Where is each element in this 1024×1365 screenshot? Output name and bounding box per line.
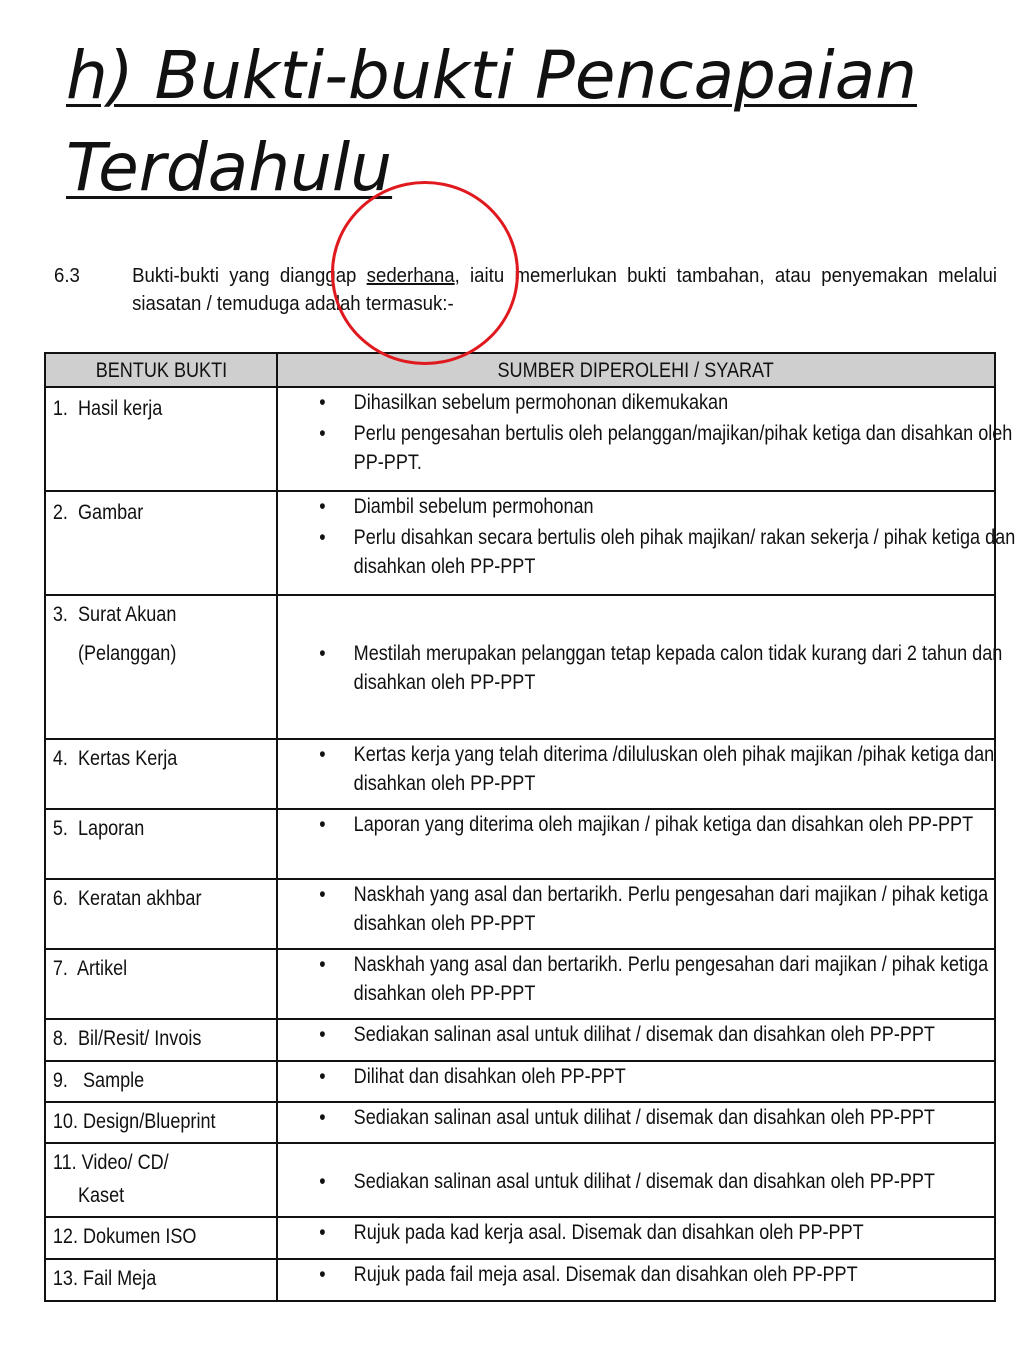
table-row <box>45 387 995 491</box>
bullet-icon: • <box>319 1263 326 1286</box>
evidence-source-cell <box>277 1217 995 1259</box>
evidence-form-label: 9. Sample <box>52 1069 145 1092</box>
requirement-item <box>278 1103 1016 1132</box>
evidence-source-cell <box>277 1143 995 1217</box>
bullet-icon: • <box>319 743 326 766</box>
section-number: 6.3 <box>54 265 80 287</box>
evidence-source-cell <box>277 879 995 949</box>
bullet-icon: • <box>319 813 326 836</box>
bullet-icon: • <box>319 642 326 665</box>
table-row <box>45 1259 995 1301</box>
table-row <box>45 809 995 879</box>
evidence-form-cell <box>45 739 277 809</box>
evidence-form-cell <box>45 1143 277 1217</box>
evidence-form-label: 11. Video/ CD/ <box>52 1151 169 1174</box>
intro-text-after: , iaitu memerlukan bukti tambahan, atau penyemakan melalui siasatan / temuduga adalah termasuk:- <box>132 265 998 315</box>
requirement-text: Mestilah merupakan pelanggan tetap kepada calon tidak kurang dari 2 tahun dan disahkan oleh PP-PPT <box>353 642 1003 694</box>
evidence-form-label: 7. Artikel <box>52 957 128 980</box>
evidence-source-cell <box>277 491 1016 595</box>
table-body <box>45 387 1016 1301</box>
requirement-text: Rujuk pada fail meja asal. Disemak dan disahkan oleh PP-PPT <box>353 1263 858 1286</box>
evidence-form-label: 2. Gambar <box>52 501 144 524</box>
evidence-source-cell <box>277 595 1003 739</box>
requirement-text: Perlu pengesahan bertulis oleh pelanggan/majikan/pihak ketiga dan disahkan oleh PP-PPT. <box>353 422 1013 474</box>
evidence-source-cell <box>277 387 1013 491</box>
bullet-icon: • <box>319 953 326 976</box>
evidence-source-cell <box>277 949 995 1019</box>
table-row <box>45 879 995 949</box>
evidence-source-cell <box>277 809 995 879</box>
table-row <box>45 949 995 1019</box>
evidence-form-label: Kaset <box>52 1184 125 1207</box>
bullet-icon: • <box>319 1023 326 1046</box>
bullet-icon: • <box>319 391 326 414</box>
table-row <box>45 595 995 739</box>
bullet-icon: • <box>319 526 326 549</box>
table-row <box>45 1143 995 1217</box>
evidence-table <box>44 352 1016 1302</box>
requirement-text: Diambil sebelum permohonan <box>353 495 594 518</box>
table-row <box>45 1061 995 1102</box>
requirement-item <box>278 492 1016 521</box>
evidence-form-label: 4. Kertas Kerja <box>52 747 178 770</box>
evidence-source-cell <box>277 739 995 809</box>
bullet-icon: • <box>319 1169 326 1193</box>
evidence-form-cell <box>45 809 277 879</box>
evidence-form-label: 12. Dokumen ISO <box>52 1225 197 1248</box>
table-header-row <box>45 353 995 387</box>
evidence-form-label: 8. Bil/Resit/ Invois <box>52 1027 202 1050</box>
evidence-source-cell <box>277 1102 995 1143</box>
evidence-form-cell <box>45 879 277 949</box>
evidence-form-cell <box>45 387 277 491</box>
evidence-form-cell <box>45 1259 277 1301</box>
evidence-form-cell <box>45 595 277 739</box>
requirement-text: Dilihat dan disahkan oleh PP-PPT <box>353 1065 626 1088</box>
intro-text <box>132 262 997 318</box>
evidence-form-label: 1. Hasil kerja <box>52 397 163 420</box>
requirement-item <box>278 1020 1016 1049</box>
requirement-item <box>278 639 1016 697</box>
requirement-text: Perlu disahkan secara bertulis oleh pihak majikan/ rakan sekerja / pihak ketiga dan disahkan oleh PP-PPT <box>353 526 1016 578</box>
requirement-text: Kertas kerja yang telah diterima /diluluskan oleh pihak majikan /pihak ketiga dan disahkan oleh PP-PPT <box>353 743 995 795</box>
requirement-item <box>278 950 1016 1008</box>
bullet-icon: • <box>319 1106 326 1129</box>
requirement-text: Sediakan salinan asal untuk dilihat / disemak dan disahkan oleh PP-PPT <box>353 1106 935 1129</box>
intro-text-before: Bukti-bukti yang dianggap <box>132 265 367 287</box>
requirement-item <box>278 1260 1016 1289</box>
table-row <box>45 1217 995 1259</box>
evidence-form-label: 3. Surat Akuan <box>52 603 177 626</box>
requirement-item <box>278 1218 1016 1247</box>
intro-underlined-word: sederhana <box>366 265 455 287</box>
requirement-text: Naskhah yang asal dan bertarikh. Perlu pengesahan dari majikan / pihak ketiga disahkan oleh PP-PPT <box>353 883 989 935</box>
evidence-form-cell <box>45 1102 277 1143</box>
table-row <box>45 1102 995 1143</box>
requirement-text: Dihasilkan sebelum permohonan dikemukakan <box>353 391 729 414</box>
table-row <box>45 1019 995 1061</box>
evidence-form-label: 13. Fail Meja <box>52 1267 157 1290</box>
requirement-item <box>278 880 1016 938</box>
evidence-form-cell <box>45 1217 277 1259</box>
requirement-item <box>278 740 1016 798</box>
requirement-item <box>278 523 1016 581</box>
page-title: h) Bukti-bukti Pencapaian Terdahulu <box>66 37 917 206</box>
evidence-form-cell <box>45 1061 277 1102</box>
bullet-icon: • <box>319 495 326 518</box>
requirement-item <box>278 1062 1016 1091</box>
evidence-form-cell <box>45 1019 277 1061</box>
evidence-form-label: 6. Keratan akhbar <box>52 887 202 910</box>
requirement-text: Rujuk pada kad kerja asal. Disemak dan disahkan oleh PP-PPT <box>353 1221 864 1244</box>
requirement-text: Laporan yang diterima oleh majikan / pihak ketiga dan disahkan oleh PP-PPT <box>353 813 974 836</box>
evidence-form-label: 5. Laporan <box>52 817 145 840</box>
requirement-item <box>278 388 1016 417</box>
evidence-source-cell <box>277 1061 995 1102</box>
requirement-item <box>278 810 1016 839</box>
requirement-text: Sediakan salinan asal untuk dilihat / disemak dan disahkan oleh PP-PPT <box>353 1169 935 1193</box>
evidence-source-cell <box>277 1019 995 1061</box>
bullet-icon: • <box>319 1221 326 1244</box>
requirement-item <box>278 419 1016 477</box>
requirement-text: Naskhah yang asal dan bertarikh. Perlu pengesahan dari majikan / pihak ketiga disahkan oleh PP-PPT <box>353 953 989 1005</box>
requirement-item <box>278 1167 1016 1196</box>
table-row <box>45 491 995 595</box>
evidence-form-label: 10. Design/Blueprint <box>52 1110 216 1133</box>
bullet-icon: • <box>319 422 326 445</box>
evidence-form-label: (Pelanggan) <box>52 642 177 665</box>
evidence-form-cell <box>45 491 277 595</box>
header-source: SUMBER DIPEROLEHI / SYARAT <box>277 353 995 387</box>
evidence-source-cell <box>277 1259 995 1301</box>
header-form: BENTUK BUKTI <box>45 353 277 387</box>
bullet-icon: • <box>319 883 326 906</box>
requirement-text: Sediakan salinan asal untuk dilihat / disemak dan disahkan oleh PP-PPT <box>353 1023 935 1046</box>
evidence-form-cell <box>45 949 277 1019</box>
bullet-icon: • <box>319 1065 326 1088</box>
table-row <box>45 739 995 809</box>
